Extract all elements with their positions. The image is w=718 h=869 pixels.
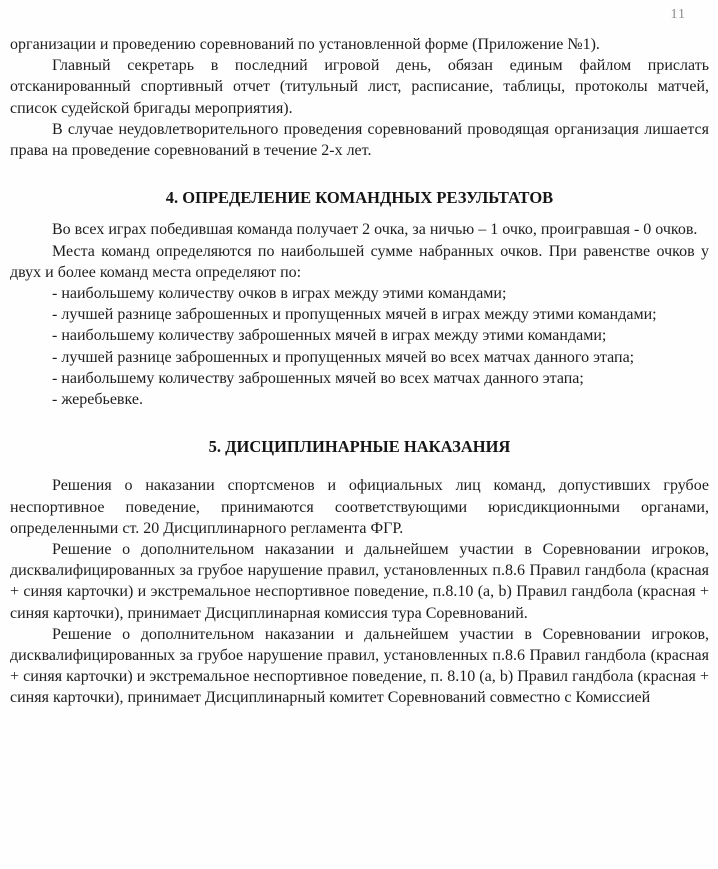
list-item: - наибольшему количеству очков в играх между этими командами; [52,285,507,303]
list-item: - лучшей разнице заброшенных и пропущенных мячей в играх между этими командами; [52,306,657,324]
paragraph: В случае неудовлетворительного проведения соревнований проводящая организация лишается права на проведение соревнований в течение 2-х лет. [10,120,709,160]
paragraph: Главный секретарь в последний игровой день, обязан единым файлом прислать отсканированный спортивный отчет (титульный лист, расписание, таблицы, протоколы матчей, список судейской бригады мероприятия). [10,57,709,117]
section-heading-5: 5. ДИСЦИПЛИНАРНЫЕ НАКАЗАНИЯ [208,437,511,457]
list-item: - жеребьевке. [52,391,143,409]
list-item: - наибольшему количеству заброшенных мячей в играх между этими командами; [52,327,607,345]
paragraph: организации и проведению соревнований по установленной форме (Приложение №1). [10,36,600,53]
list-item: - наибольшему количеству заброшенных мячей во всех матчах данного этапа; [52,369,584,387]
page-number: 11 [670,7,686,22]
paragraph: Во всех играх победившая команда получает 2 очка, за ничью – 1 очко, проигравшая - 0 очков. [52,221,698,239]
paragraph: Места команд определяются по наибольшей сумме набранных очков. При равенстве очков у двух и более команд места определяют по: [10,242,709,281]
section-heading-4: 4. ОПРЕДЕЛЕНИЕ КОМАНДНЫХ РЕЗУЛЬТАТОВ [165,188,554,208]
paragraph: Решение о дополнительном наказании и дальнейшем участии в Соревновании игроков, дисквалифицированных за грубое нарушение правил, установленных п.8.6 Правил гандбола (красная + синяя карточки) и экстремальное неспортивное поведение, п.8.10 (a, b) Правил гандбола (красная + синяя карточки), принимает Дисциплинарная комиссия тура Соревнований. [10,541,709,622]
list-item: - лучшей разнице заброшенных и пропущенных мячей во всех матчах данного этапа; [52,348,635,366]
paragraph: Решения о наказании спортсменов и официальных лиц команд, допустивших грубое неспортивное поведение, принимаются соответствующими юрисдикционными органами, определенными ст. 20 Дисциплинарного регламента ФГР. [10,477,709,537]
paragraph-clipped: Решение о дополнительном наказании и дальнейшем участии в Соревновании игроков, дисквалифицированных за грубое нарушение правил, установленных п.8.6 Правил гандбола (красная + синяя карточки) и экстремальное неспортивное поведение, п. 8.10 (a, b) Правил гандбола (красная + синяя карточки), принимает Дисциплинарный комитет Соревнований совместно с Комиссией [10,625,709,707]
